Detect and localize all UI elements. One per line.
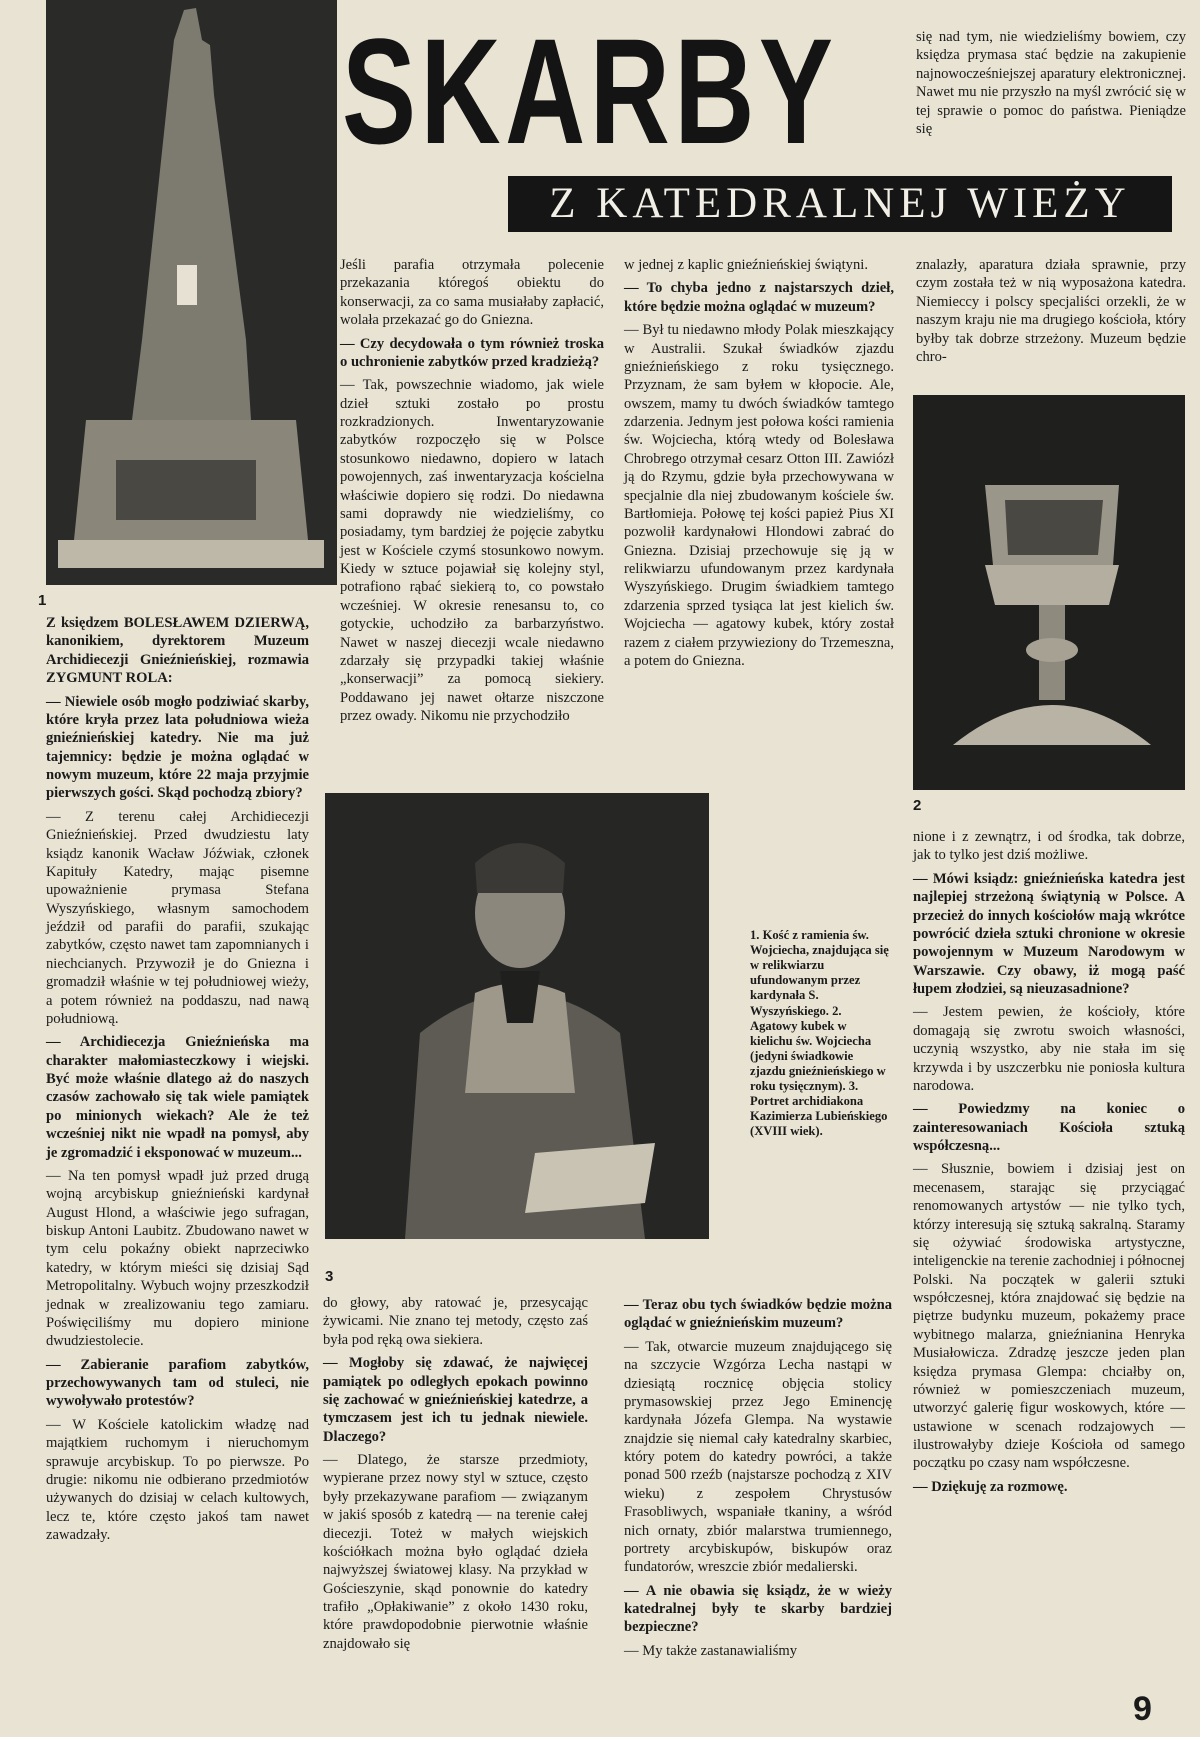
answer-10: — Słusznie, bowiem i dzisiaj jest on mecenasem, starając się przyciągać renomowanych artystów — nie tylko tych, którzy interesują się sztuką sakralną. Staramy się ożywiać środowiska artystyczne, inteligenckie na terenie zachodniej i północnej Polski. Na początek w galerii sztuki współczesnej, która znajdować się będzie na piętrze budynku muzeum, pokażemy prace wybitnego malarza, gnieźnianina Henryka Musiałowicza. Zdradzę jeszcze jeden plan księdza prymasa Glempa: chciałby on, również w pomieszczeniach muzeum, utworzyć galerię figur woskowych, które — ustawione w scenach rodzajowych — ilustrowałyby dzieje Kościoła od samego początku po czasy nam współczesne. [913,1161,1185,1472]
col4-lower-continuation: nione i z zewnątrz, i od środka, tak dobrze, jak to tylko jest dziś możliwe. [913,829,1185,864]
column-2 [340,256,604,730]
photo-chalice [913,395,1185,790]
question-2: — Archidiecezja Gnieźnieńska ma charakter małomiasteczkowy i wiejski. Być może właśnie dlatego aż do naszych czasów zachowało się tak wiele pamiątek po minionych wiekach? Ale że też wcześniej nikt nie wpadł na pomysł, aby je zgromadzić i eksponować w muzeum... [46,1034,309,1161]
figure-number-2: 2 [913,797,922,814]
col4-middle-paragraph: znalazły, aparatura działa sprawnie, przy czym została też w nią wyposażona katedra. Niemieccy i polscy specjaliści orzekli, że w naszym kraju nie ma drugiego kościoła, który byłby tak dobrze strzeżony. Muzeum będzie chro- [916,257,1186,365]
answer-5: — Był tu niedawno młody Polak mieszkający w Australii. Szukał świadków zjazdu gnieźnieńskiego z roku tysięcznego. Przyznam, że sam byłem w kłopocie. Ale, owszem, mamy tu dwóch świadków tamtego zdarzenia. Jednym jest połowa kości ramienia św. Wojciecha, którą wtedy od Bolesława Chrobrego otrzymał cesarz Otton III. Zawiózł ją do Rzymu, gdzie była przechowywana w specjalnie dla niej zbudowanym kościele św. Bartłomieja. Połowę tej kości papież Pius XI pozwolił kardynałowi Hlondowi zabrać do Gniezna. Dzisiaj przechowuje się ją w relikwiarzu ufundowanym przez kardynała Wyszyńskiego. Drugim świadkiem tamtego zdarzenia sprzed tysiąca lat jest kielich św. Wojciecha — agatowy kubek, który został razem z ciałem przywieziony do Trzemeszna, a potem do Gniezna. [624,322,894,669]
answer-2: — Na ten pomysł wpadł już przed drugą wojną arcybiskup gnieźnieński kardynał August Hlond, a właściwie jego sufragan, biskup Antoni Laubitz. Zbudowano nawet w tym celu pokaźny obiekt naprzeciwko katedry, w którym mieści się dzisiaj Sąd Metropolitalny. Wybuch wojny przeszkodził jednak w zrealizowaniu tego zamiaru. Poświęciliśmy mu dopiero minione dwudziestolecie. [46,1167,309,1350]
figure-captions: 1. Kość z ramienia św. Wojciecha, znajdująca się w relikwiarzu ufundowanym przez kardynała S. Wyszyńskiego. 2. Agatowy kubek w kielichu św. Wojciecha (jedyni świadkowie zjazdu gnieźnieńskiego w roku tysięcznym). 3. Portret archidiakona Kazimierza Lubieńskiego (XVIII wiek). [750,928,889,1139]
question-3: — Zabieranie parafiom zabytków, przechowywanych tam od stuleci, nie wywoływało protestów? [46,1356,309,1410]
question-10: — Powiedzmy na koniec o zainteresowaniach Kościoła sztuką współczesną... [913,1101,1185,1154]
chalice-illustration [913,395,1185,790]
figure-number-3: 3 [325,1268,334,1285]
reliquary-illustration [46,0,337,585]
column-4-middle [916,256,1186,371]
col4-top-paragraph: się nad tym, nie wiedzieliśmy bowiem, czy księdza prymasa stać będzie na zakupienie najnowocześniejszej aparatury elektronicznej. Nawet mu nie przyszło na myśl zwrócić się w tej sprawie o pomoc do państwa. Pieniądze się [916,29,1186,137]
interview-intro: Z księdzem BOLESŁAWEM DZIERWĄ, kanonikiem, dyrektorem Muzeum Archidiecezji Gnieźnieńskiej, rozmawia ZYGMUNT ROLA: [46,615,309,687]
closing-thanks: — Dziękuję za rozmowę. [913,1478,1068,1495]
answer-7: — Tak, otwarcie muzeum znajdującego się na szczycie Wzgórza Lecha nastąpi w dziesiątą rocznicę objęcia stolicy prymasowskiej przez Jego Eminencję kardynała Józefa Glempa. Na wystawie znajdzie się niemal cały katedralny skarbiec, który potem do katedry powróci, a także ponad 500 rzeźb (najstarsze pochodzą z XIV wieku) z zespołem Chrystusów Frasobliwych, wspaniałe tkaniny, a wśród nich ornaty, zbiór malarstwa trumiennego, portrety arcybiskupów, biskupów oraz fundatorów, wreszcie zbiór medalierski. [624,1338,892,1576]
question-1: — Niewiele osób mogło podziwiać skarby, które kryła przez lata południowa wieża gnieźnieńskiej katedry. Nie ma już tajemnicy: będzie je można oglądać w nowym muzeum, które 22 maja przyjmie pierwszych gości. Skąd pochodzą zbiory? [46,693,309,802]
question-9: — Mówi ksiądz: gnieźnieńska katedra jest najlepiej strzeżoną świątynią w Polsce. A przecież do innych kościołów mają wkrótce powrócić dzieła sztuki chronione w okresie powojennym w Muzeum Narodowym w Warszawie. Czy obawy, iż mogą paść łupem złodziei, są nieuzasadnione? [913,870,1185,997]
answer-3-continued: Jeśli parafia otrzymała polecenie przekazania któregoś obiektu do konserwacji, za co sama musiałaby zapłacić, wolała przekazać go do Gniezna. [340,257,604,329]
col4-top-text [916,28,1186,143]
answer-8: — My także zastanawialiśmy [624,1642,798,1659]
page-number: 9 [1133,1690,1152,1728]
answer-4-continued: w jednej z kaplic gnieźnieńskiej świątyni. [624,257,868,273]
answer-9: — Jestem pewien, że kościoły, które domagają się zwrotu swoich własności, uczynią wszystko, aby nie stała im się krzywda i by uszczerbku nie poniosła kultura narodowa. [913,1004,1185,1094]
photo-reliquary [46,0,337,585]
column-3-lower [624,1296,892,1665]
column-3 [624,256,894,675]
question-4: — Czy decydowała o tym również troska o uchronienie zabytków przed kradzieżą? [340,335,604,370]
portrait-illustration [325,793,709,1239]
photo-portrait [325,793,709,1239]
question-6: — Mogłoby się zdawać, że najwięcej pamiątek po odległych epokach powinno się zachować w gnieźnieńskiej katedrze, a tymczasem jest ich tu jednak niewiele. Dlaczego? [323,1355,588,1445]
column-1 [46,614,309,1549]
headline-subtitle: Z KATEDRALNEJ WIEŻY [508,176,1172,232]
column-4-lower [913,828,1185,1501]
answer-4-tail: do głowy, aby ratować je, przesycając żywicami. Nie znano tej metody, często zaś była pod ręką owa siekiera. [323,1295,588,1348]
question-7: — Teraz obu tych świadków będzie można oglądać w gnieźnieńskim muzeum? [624,1297,892,1332]
question-5: — To chyba jedno z najstarszych dzieł, które będzie można oglądać w muzeum? [624,280,894,315]
answer-6: — Dlatego, że starsze przedmioty, wypierane przez nowy styl w sztuce, często były przekazywane parafiom — związanym w jakiś sposób z katedrą — na terenie całej diecezji. Toteż w małych wiejskich kościółkach można było oglądać dzieła najwyższej światowej klasy. Na przykład w Gościeszynie, skąd ponownie do katedry trafiło „Opłakiwanie” z około 1430 roku, które prawdopodobnie pierwotnie właśnie znajdowało się [323,1452,588,1652]
column-2-lower [323,1294,588,1658]
answer-4: — Tak, powszechnie wiadomo, jak wiele dzieł sztuki zostało po prostu rozkradzionych. Inwentaryzowanie zabytków rozpoczęło się w Polsce stosunkowo niedawno, dopiero w latach powojennych, zaś inwentaryzacja kościelna właściwie dopiero się rodzi. Do niedawna sami doprawdy nie wiedzieliśmy, co posiadamy, tym bardziej że pojęcie zabytku jest w Kościele czymś stosunkowo nowym. Kiedy w sztuce pojawiał się kolejny styl, potrafiono rąbać siekierą to, co powstało wcześniej. W okresie renesansu to, co gotyckie, uchodziło za barbarzyństwo. Nawet w naszej diecezji wcale niedawno zdarzały się przypadki takiej właśnie „konserwacji” za pomocą siekiery. Poddawano jej nawet ołtarze niszczone przez owady. Nikomu nie przychodziło [340,377,604,724]
answer-1: — Z terenu całej Archidiecezji Gnieźnieńskiej. Przed dwudziestu laty ksiądz kanonik Wacław Jóźwiak, członek Kapituły Katedry, mając pisemne upoważnienie prymasa Stefana Wyszyńskiego, własnym samochodem jeździł od parafii do parafii, szukając zabytków, często nawet tam zapomnianych i niechcianych. Przywoził je do Gniezna i gromadził właśnie w tej południowej wieży, a potem również na poddaszu, nad nawą południową. [46,808,309,1027]
answer-3: — W Kościele katolickim władzę nad majątkiem ruchomym i nieruchomym sprawuje arcybiskup. To po pierwsze. Po drugie: nikomu nie odbierano przedmiotów używanych do dzisiaj w celach kultowych, lecz te, które często jakoś tam nawet zawadzały. [46,1416,309,1543]
question-8: — A nie obawia się ksiądz, że w wieży katedralnej były te skarby bardziej bezpieczne? [624,1582,892,1636]
figure-number-1: 1 [38,592,47,609]
headline-title: SKARBY [342,7,838,175]
